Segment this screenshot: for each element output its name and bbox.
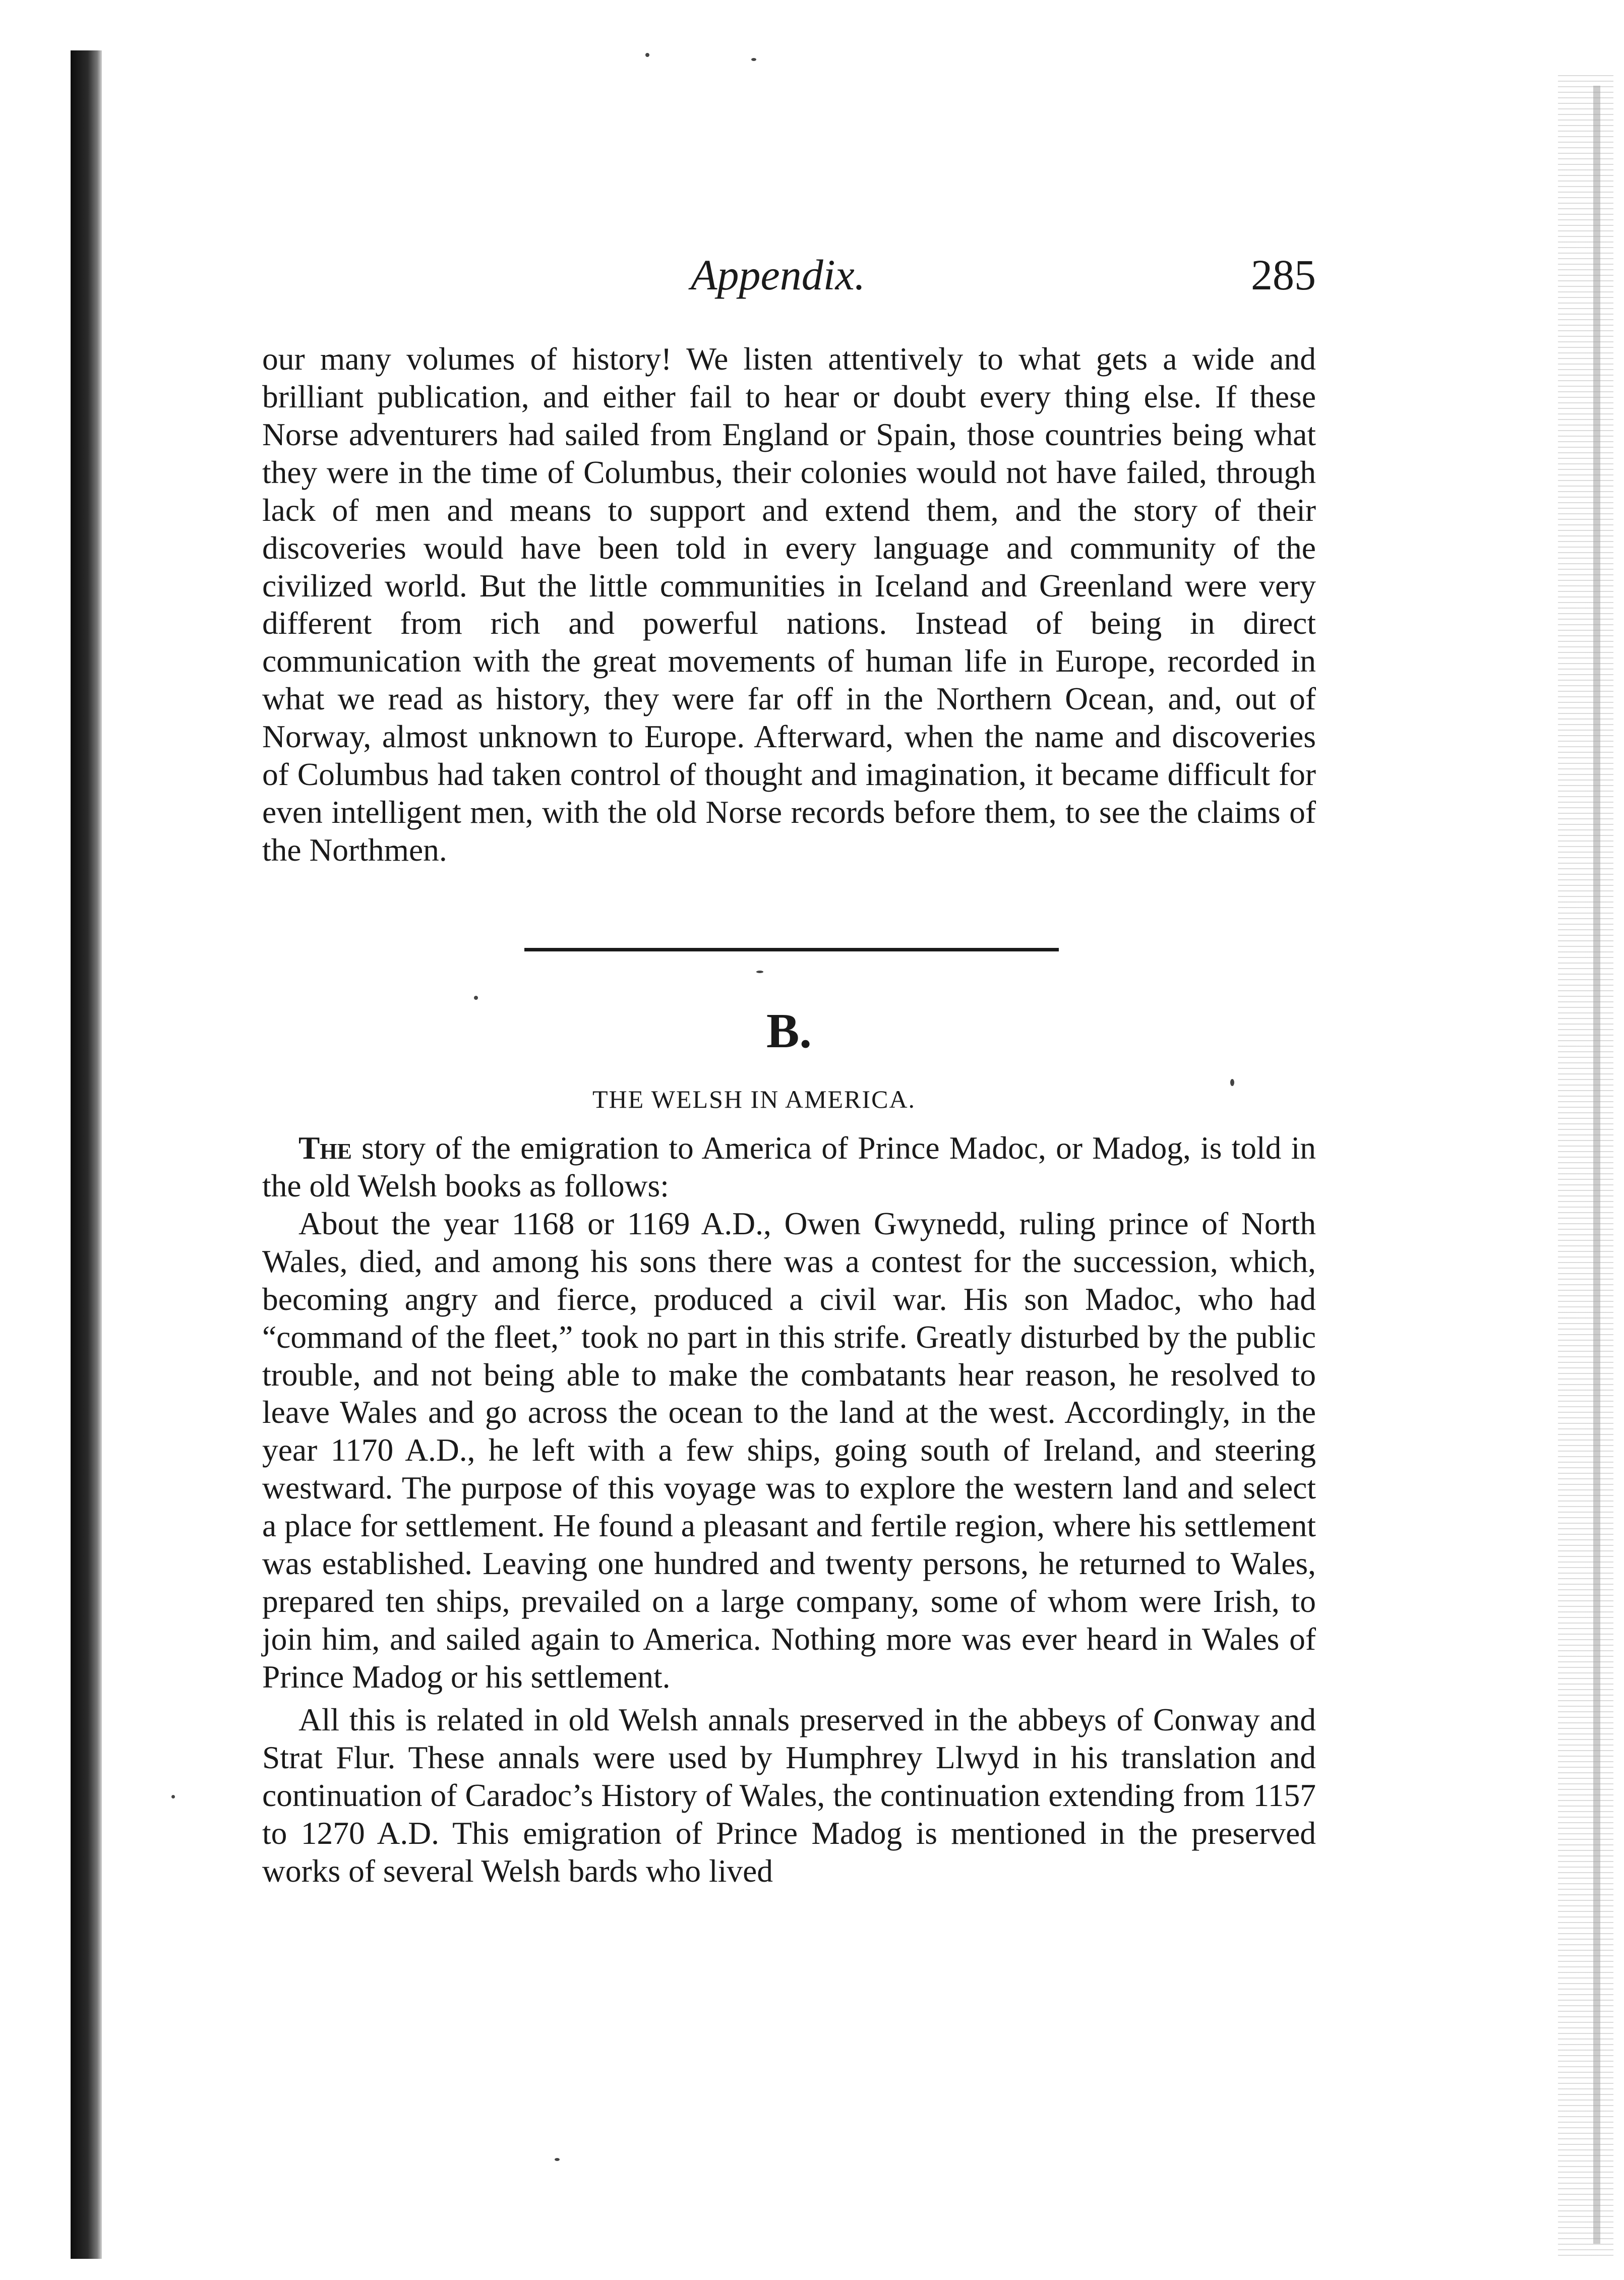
intro-paragraph [262, 1129, 1316, 1205]
narrative-paragraph: About the year 1168 or 1169 A.D., Owen Gwynedd, ruling prince of North Wales, died, and among his sons there was a contest for the succession, which, becoming angry and fierce, produced a civil war. His son Madoc, who had “command of the fleet,” took no part in this strife. Greatly disturbed by the public trouble, and not being able to make the combatants hear reason, he resolved to leave Wales and go across the ocean to the land at the west. Accordingly, in the year 1170 A.D., he left with a few ships, going south of Ireland, and steering westward. The purpose of this voyage was to explore the western land and select a place for settlement. He found a pleasant and fertile region, where his settlement was established. Leaving one hundred and twenty persons, he returned to Wales, prepared ten ships, prevailed on a large company, some of whom were Irish, to join him, and sailed again to America. Nothing more was ever heard in Wales of Prince Madog or his settlement. [262, 1205, 1316, 1695]
running-header [262, 250, 1316, 310]
scan-speck [1230, 1079, 1234, 1086]
page-edge-texture [1558, 71, 1613, 2259]
binding-gutter-shadow [71, 50, 102, 2259]
scan-speck [555, 2158, 560, 2161]
continued-paragraph-block [262, 340, 1316, 869]
section-title: THE WELSH IN AMERICA. [592, 1085, 916, 1113]
continued-paragraph: our many volumes of history! We listen attentively to what gets a wide and brilliant publication, and either fail to hear or doubt every thing else. If these Norse adventurers had sailed from England or Spain, those countries being what they were in the time of Columbus, their colonies would not have failed, through lack of men and means to support and extend them, and the story of their discoveries would have been told in every language and community of the civilized world. But the little communities in Iceland and Greenland were very different from rich and powerful nations. Instead of being in direct communication with the great movements of human life in Europe, recorded in what we read as history, they were far off in the Northern Ocean, and, out of Norway, almost unknown to Europe. Afterward, when the name and discoveries of Columbus had taken control of thought and imagination, it became difficult for even intelligent men, with the old Norse records before them, to see the claims of the Northmen. [262, 341, 1316, 868]
scan-speck [645, 53, 649, 57]
intro-lead-word: The [298, 1130, 352, 1166]
page-edge-line [1593, 86, 1600, 2244]
scan-speck [751, 58, 756, 61]
scan-speck [756, 971, 763, 973]
section-divider [524, 948, 1059, 951]
running-title: Appendix. [691, 251, 866, 299]
scan-speck [171, 1795, 175, 1798]
section-body [262, 1129, 1316, 1890]
section-letter: B. [766, 1004, 812, 1058]
annals-paragraph: All this is related in old Welsh annals preserved in the abbeys of Conway and Strat Flur. These annals were used by Humphrey Llwyd in his translation and continuation of Caradoc’s History of Wales, the continuation extending from 1157 to 1270 A.D. This emigration of Prince Madog is mentioned in the preserved works of several Welsh bards who lived [262, 1701, 1316, 1889]
page-number: 285 [1251, 251, 1316, 299]
intro-text: story of the emigration to America of Prince Madoc, or Madog, is told in the old Welsh books as follows: [262, 1130, 1316, 1204]
scan-speck [474, 996, 478, 1000]
